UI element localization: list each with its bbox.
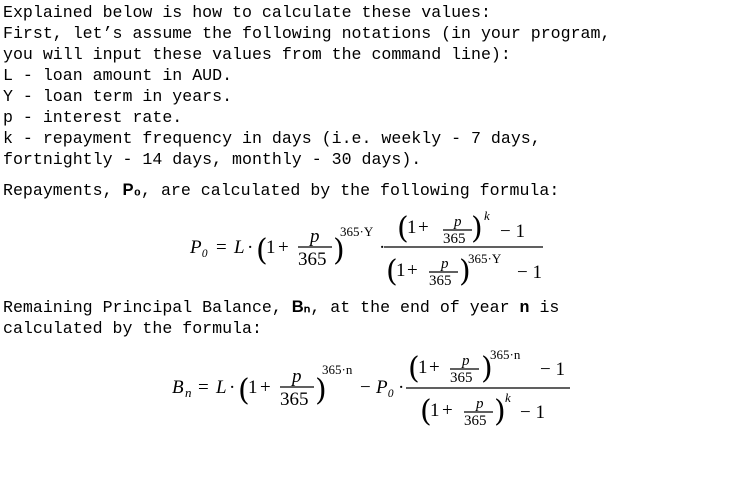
notation-k-cont: fortnightly - 14 days, monthly - 30 days). bbox=[3, 150, 422, 169]
intro-line: you will input these values from the command line): bbox=[3, 45, 511, 64]
f2-plus: + bbox=[260, 377, 271, 398]
f1-num-minus-one: − 1 bbox=[500, 221, 525, 242]
f2-lparen: ( bbox=[238, 373, 250, 408]
f1-dot2: · bbox=[379, 237, 386, 258]
f1-lparen: ( bbox=[256, 233, 268, 268]
f1-den-lparen: ( bbox=[386, 254, 398, 289]
f1-num-k: k bbox=[484, 208, 490, 223]
f2-one: 1 bbox=[248, 377, 258, 398]
remaining-sentence: Remaining Principal Balance, Bₙ, at the end of year n is calculated by the formula: bbox=[3, 297, 560, 338]
f2-num-minus-one: − 1 bbox=[540, 359, 565, 380]
f1-num-one: 1 bbox=[407, 217, 417, 238]
repayments-sentence: Repayments, P₀, are calculated by the following formula: bbox=[3, 180, 560, 200]
f2-num-one: 1 bbox=[418, 357, 428, 378]
year-n: n bbox=[519, 298, 530, 317]
f1-den-exp: 365·Y bbox=[468, 251, 502, 266]
f2-den-k: k bbox=[505, 390, 511, 405]
f2-p: p bbox=[292, 366, 302, 387]
f2-lhs-sub: n bbox=[185, 385, 192, 400]
f1-eq: = bbox=[216, 237, 227, 258]
f2-L: L bbox=[216, 377, 227, 398]
notation-Y: Y - loan term in years. bbox=[3, 87, 233, 106]
f1-L: L bbox=[234, 237, 245, 258]
f2-num-rparen: ) bbox=[481, 351, 493, 386]
f2-exp1: 365·n bbox=[322, 362, 353, 377]
f2-num-lparen: ( bbox=[408, 351, 420, 386]
f1-num-rparen: ) bbox=[471, 211, 483, 246]
f1-den-one: 1 bbox=[396, 260, 406, 281]
f1-p: p bbox=[310, 226, 320, 247]
f1-den-denom: 365 bbox=[429, 273, 452, 289]
f1-exp1: 365·Y bbox=[340, 224, 374, 239]
f2-lhs: B bbox=[172, 377, 184, 398]
intro-line: Explained below is how to calculate these values: bbox=[3, 3, 491, 22]
f1-den-rparen: ) bbox=[459, 254, 471, 289]
f2-num-denom: 365 bbox=[450, 370, 473, 386]
balance-formula bbox=[0, 340, 744, 440]
f2-num-exp: 365·n bbox=[490, 347, 521, 362]
f2-num-p: p bbox=[462, 353, 470, 369]
remaining-line2: calculated by the formula: bbox=[3, 319, 262, 338]
balance-symbol: Bₙ bbox=[291, 297, 311, 316]
repayment-symbol: P₀ bbox=[122, 180, 142, 199]
intro-line: First, let’s assume the following notations (in your program, bbox=[3, 24, 611, 43]
f2-den-p: p bbox=[476, 396, 484, 412]
f1-dot: · bbox=[247, 237, 254, 258]
f1-den-plus: + bbox=[407, 260, 418, 281]
f2-den-denom: 365 bbox=[464, 413, 487, 429]
f2-den-one: 1 bbox=[430, 400, 440, 421]
f1-den-minus-one: − 1 bbox=[517, 262, 542, 283]
notation-p: p - interest rate. bbox=[3, 108, 183, 127]
repayment-formula bbox=[0, 206, 744, 296]
f2-den-lparen: ( bbox=[420, 394, 432, 429]
f1-denom: 365 bbox=[298, 249, 327, 270]
f2-dot: · bbox=[229, 377, 236, 398]
f1-rparen: ) bbox=[333, 233, 345, 268]
f1-num-lparen: ( bbox=[397, 211, 409, 246]
f2-num-plus: + bbox=[429, 357, 440, 378]
f1-lhs: P₀ bbox=[190, 237, 209, 258]
f2-denom: 365 bbox=[280, 389, 309, 410]
f1-plus: + bbox=[278, 237, 289, 258]
f1-num-p: p bbox=[454, 214, 462, 230]
f2-den-rparen: ) bbox=[494, 394, 506, 429]
intro-text bbox=[3, 2, 610, 170]
f1-num-plus: + bbox=[418, 217, 429, 238]
notation-k: k - repayment frequency in days (i.e. weekly - 7 days, bbox=[3, 129, 541, 148]
f1-num-denom: 365 bbox=[443, 231, 466, 247]
f2-P0: P₀ bbox=[376, 377, 395, 398]
f2-minus: − bbox=[360, 377, 371, 398]
f2-den-minus-one: − 1 bbox=[520, 402, 545, 423]
f2-eq: = bbox=[198, 377, 209, 398]
f2-den-plus: + bbox=[442, 400, 453, 421]
f1-den-p: p bbox=[441, 256, 449, 272]
f2-dot2: · bbox=[398, 377, 405, 398]
notation-L: L - loan amount in AUD. bbox=[3, 66, 233, 85]
f2-rparen: ) bbox=[315, 373, 327, 408]
f1-one: 1 bbox=[266, 237, 276, 258]
